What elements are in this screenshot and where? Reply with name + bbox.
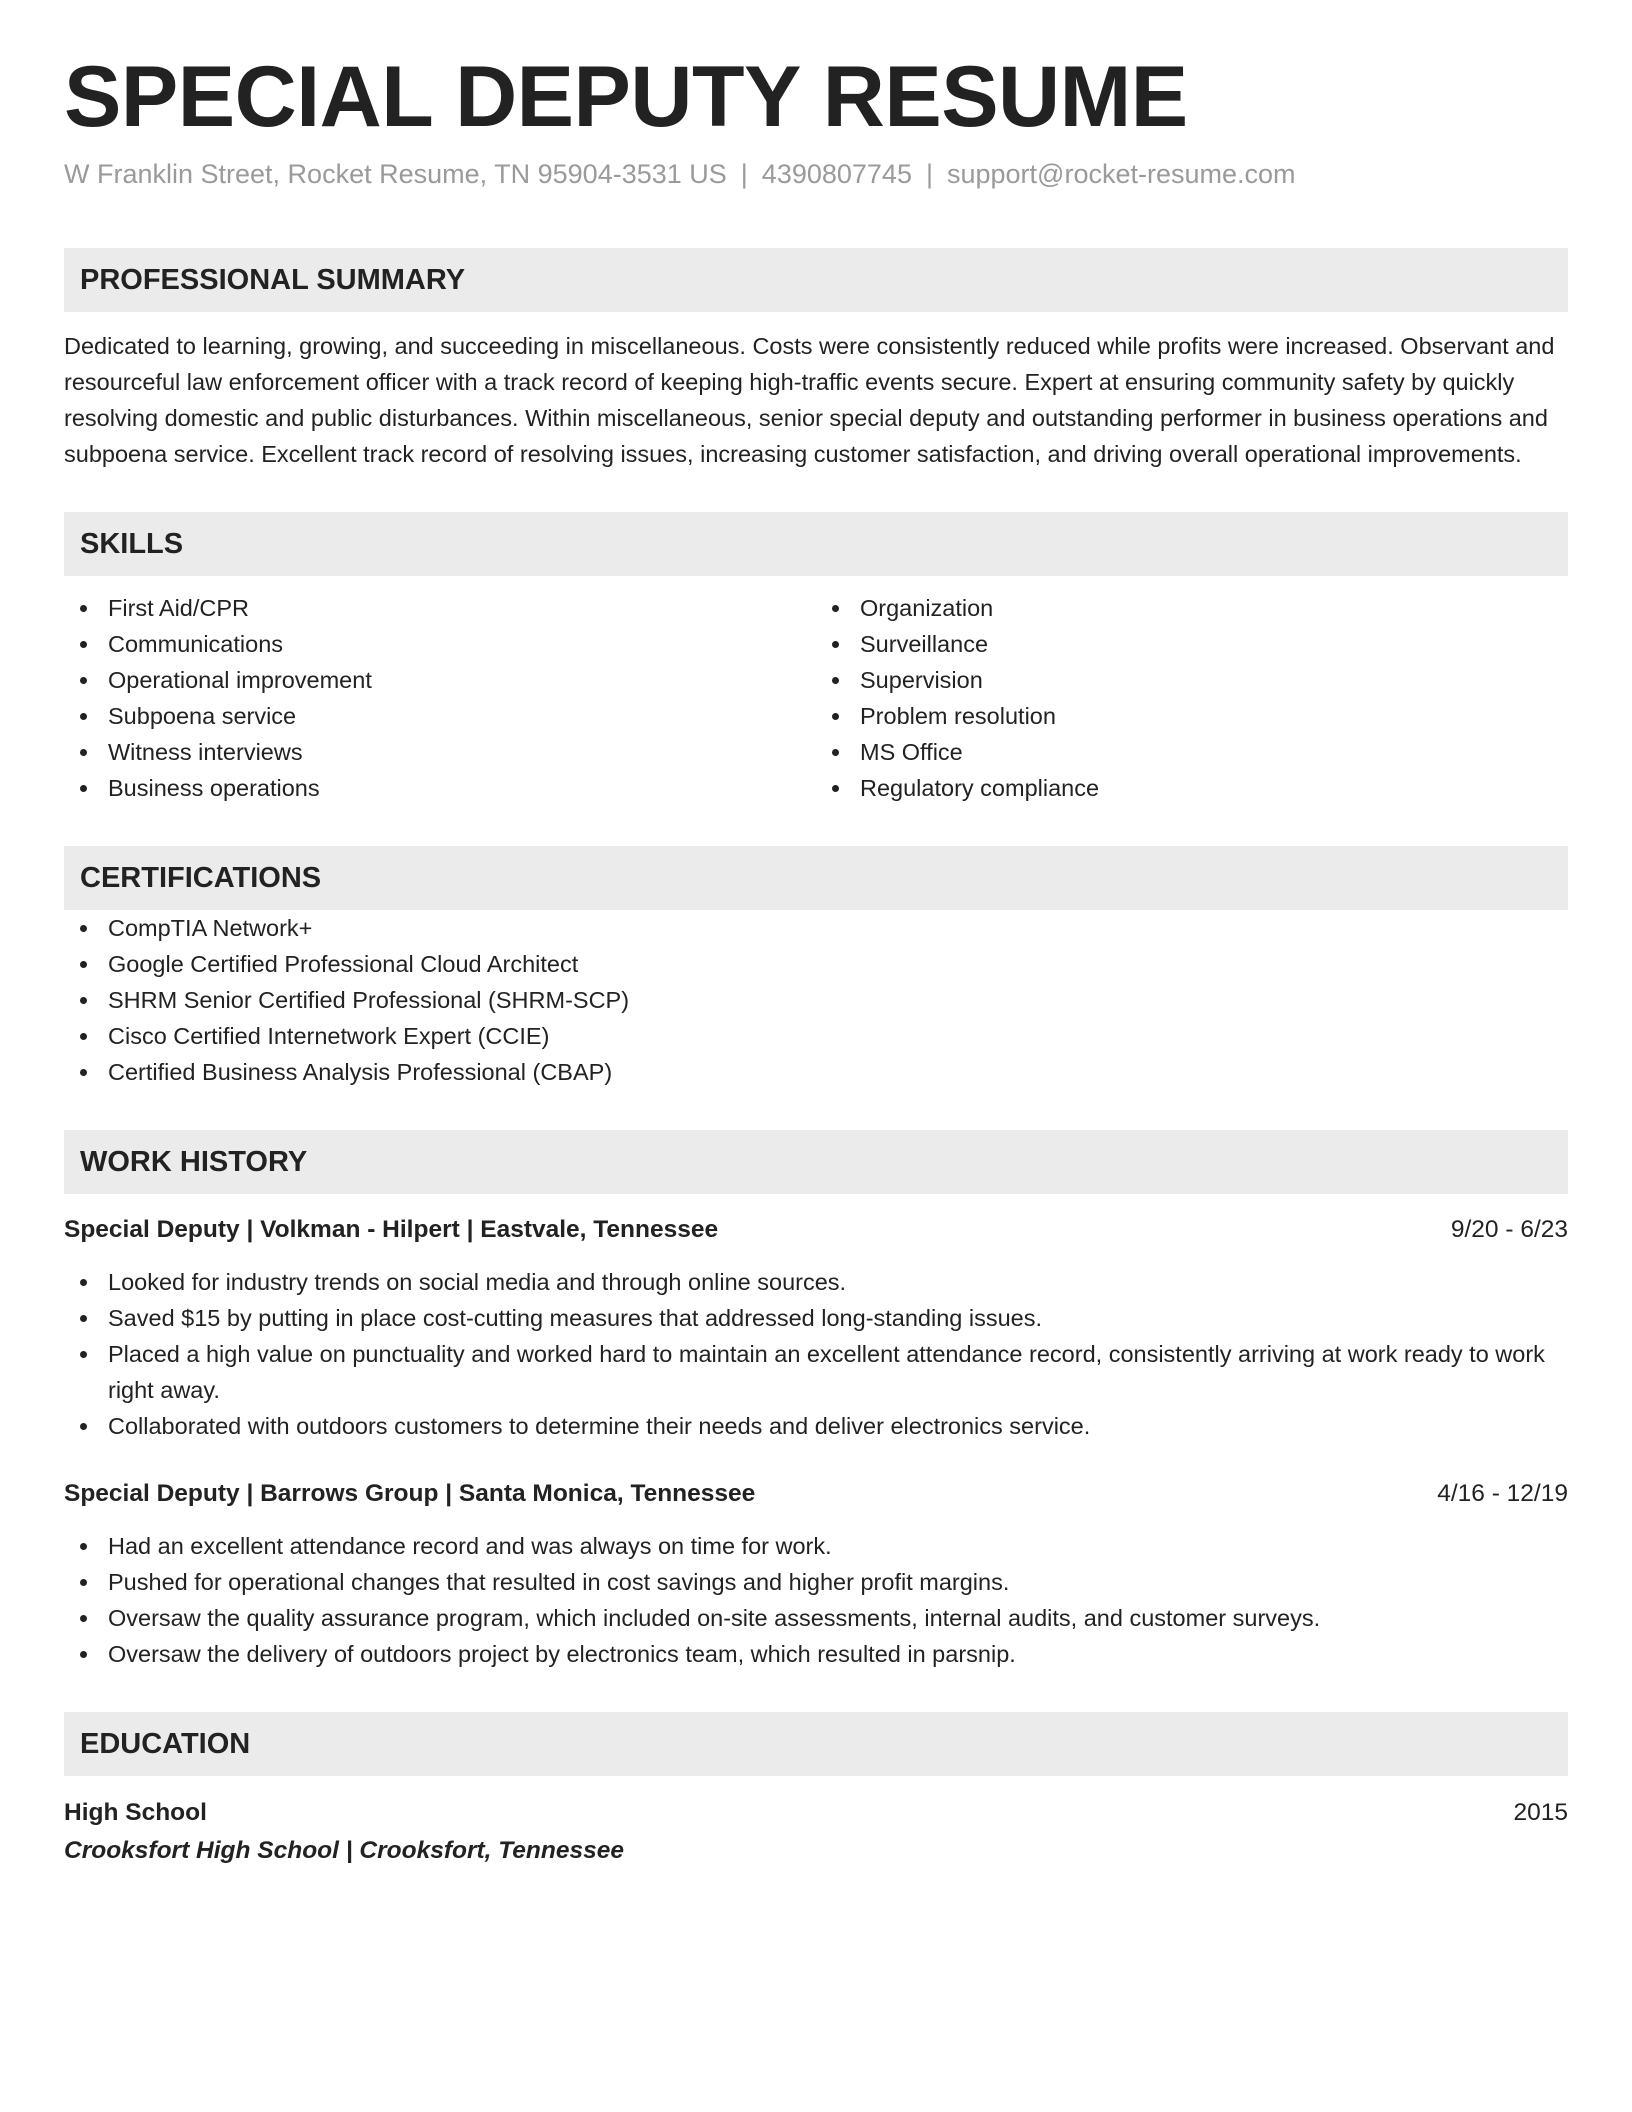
job-entry xyxy=(64,1476,1568,1672)
certification-item: Google Certified Professional Cloud Architect xyxy=(64,946,1568,982)
skill-item: Surveillance xyxy=(816,626,1568,662)
job-bullet: Placed a high value on punctuality and worked hard to maintain an excellent attendance record, consistently arriving at work ready to work right away. xyxy=(64,1336,1568,1408)
skills-right-list xyxy=(816,590,1568,806)
job-bullet: Collaborated with outdoors customers to determine their needs and deliver electronics service. xyxy=(64,1408,1568,1444)
skills-heading: SKILLS xyxy=(64,512,1568,576)
skill-item: Organization xyxy=(816,590,1568,626)
certification-item: Certified Business Analysis Professional (CBAP) xyxy=(64,1054,1568,1090)
job-dates: 4/16 - 12/19 xyxy=(1437,1480,1568,1508)
skill-item: Problem resolution xyxy=(816,698,1568,734)
skill-item: Regulatory compliance xyxy=(816,770,1568,806)
education-header xyxy=(64,1794,1568,1832)
skills-left-list xyxy=(64,590,816,806)
work-history-heading: WORK HISTORY xyxy=(64,1130,1568,1194)
certification-item: CompTIA Network+ xyxy=(64,910,1568,946)
skill-item: Business operations xyxy=(64,770,816,806)
job-bullet: Oversaw the quality assurance program, which included on-site assessments, internal audits, and customer surveys. xyxy=(64,1600,1568,1636)
skill-item: Operational improvement xyxy=(64,662,816,698)
certification-item: SHRM Senior Certified Professional (SHRM-SCP) xyxy=(64,982,1568,1018)
certification-item: Cisco Certified Internetwork Expert (CCIE) xyxy=(64,1018,1568,1054)
education-school: Crooksfort High School | Crooksfort, Tennessee xyxy=(64,1837,624,1865)
contact-separator: | xyxy=(925,159,933,190)
contact-separator: | xyxy=(740,159,748,190)
job-header xyxy=(64,1212,1568,1248)
summary-text: Dedicated to learning, growing, and succeeding in miscellaneous. Costs were consistently reduced while profits were increased. Observant and resourceful law enforcement officer with a track record of keeping high-traffic events secure. Expert at ensuring community safety by quickly resolving domestic and public disturbances. Within miscellaneous, senior special deputy and outstanding performer in business operations and subpoena service. Excellent track record of resolving issues, increasing customer satisfaction, and driving overall operational improvements. xyxy=(64,333,1555,468)
job-bullet: Pushed for operational changes that resulted in cost savings and higher profit margins. xyxy=(64,1564,1568,1600)
skill-item: Supervision xyxy=(816,662,1568,698)
job-entry xyxy=(64,1212,1568,1444)
job-title: Special Deputy | Volkman - Hilpert | Eastvale, Tennessee xyxy=(64,1216,719,1244)
education-heading: EDUCATION xyxy=(64,1712,1568,1776)
contact-address: W Franklin Street, Rocket Resume, TN 95904-3531 US xyxy=(64,159,727,190)
skill-item: Subpoena service xyxy=(64,698,816,734)
job-header xyxy=(64,1476,1568,1512)
job-bullets xyxy=(64,1264,1568,1444)
certifications-heading: CERTIFICATIONS xyxy=(64,846,1568,910)
skill-item: Witness interviews xyxy=(64,734,816,770)
resume-title: SPECIAL DEPUTY RESUME xyxy=(64,49,1188,145)
education-entry xyxy=(64,1794,1568,1870)
contact-line xyxy=(64,156,1568,194)
certifications-list xyxy=(64,910,1568,1090)
skills-columns xyxy=(64,590,1568,806)
job-bullets xyxy=(64,1528,1568,1672)
job-bullet: Saved $15 by putting in place cost-cutting measures that addressed long-standing issues. xyxy=(64,1300,1568,1336)
summary-heading: PROFESSIONAL SUMMARY xyxy=(64,248,1568,312)
job-bullet: Had an excellent attendance record and was always on time for work. xyxy=(64,1528,1568,1564)
job-dates: 9/20 - 6/23 xyxy=(1450,1216,1568,1244)
job-bullet: Oversaw the delivery of outdoors project by electronics team, which resulted in parsnip. xyxy=(64,1636,1568,1672)
skill-item: MS Office xyxy=(816,734,1568,770)
job-title: Special Deputy | Barrows Group | Santa Monica, Tennessee xyxy=(64,1480,756,1508)
skill-item: First Aid/CPR xyxy=(64,590,816,626)
contact-phone: 4390807745 xyxy=(761,159,912,190)
education-degree: High School xyxy=(64,1799,207,1827)
contact-email: support@rocket-resume.com xyxy=(946,159,1296,190)
job-bullet: Looked for industry trends on social media and through online sources. xyxy=(64,1264,1568,1300)
education-year: 2015 xyxy=(1513,1799,1568,1827)
skill-item: Communications xyxy=(64,626,816,662)
